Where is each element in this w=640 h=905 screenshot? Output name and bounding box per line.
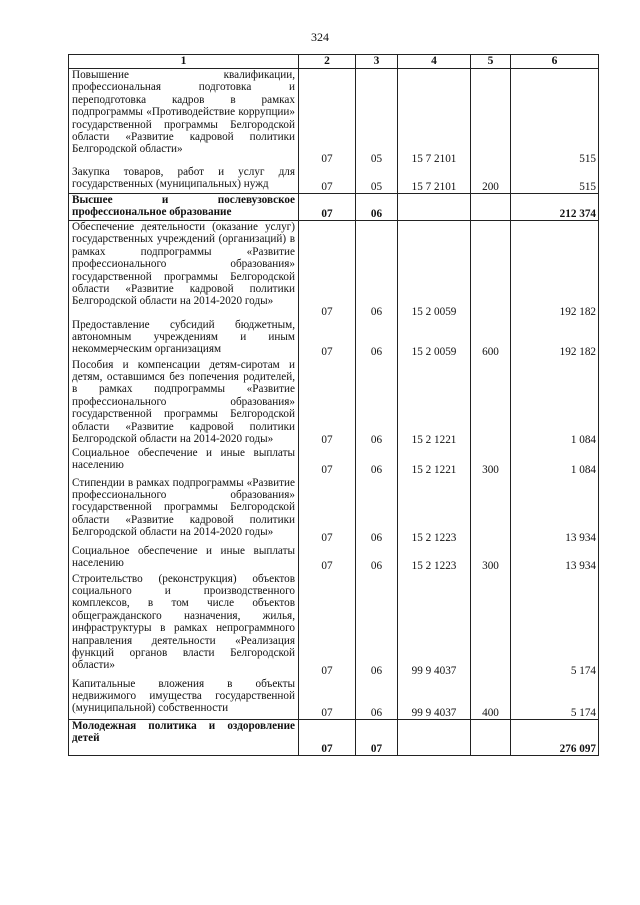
subsection-code: 06 [356,678,398,720]
amount: 1 084 [511,359,599,447]
table-row [69,166,599,194]
expense-type-code [471,221,511,319]
column-header: 6 [511,55,599,69]
target-article-code: 15 7 2101 [398,166,471,194]
subsection-code: 06 [356,573,398,678]
subsection-code: 05 [356,166,398,194]
target-article-code [398,194,471,221]
expense-type-code [471,359,511,447]
column-header: 3 [356,55,398,69]
table-row [69,359,599,447]
expense-type-code: 200 [471,166,511,194]
subsection-code: 06 [356,359,398,447]
row-name: Высшее и послевузовское профессиональное образование [69,194,299,221]
row-name: Пособия и компенсации детям-сиротам и детям, оставшимся без попечения родителей, в рамках подпрограммы «Развитие профессионального образования» государственной программы Белгородской области «Развитие кадровой политики Белгородской области на 2014-2020 годы» [69,359,299,447]
expense-type-code: 600 [471,319,511,359]
table-row [69,720,599,756]
row-name: Стипендии в рамках подпрограммы «Развитие профессионального образования» государственной программы Белгородской области «Развитие кадровой политики Белгородской области на 2014-2020 годы» [69,477,299,545]
row-name: Социальное обеспечение и иные выплаты населению [69,447,299,477]
section-code: 07 [299,678,356,720]
expense-type-code [471,720,511,756]
table-row [69,545,599,573]
expense-type-code [471,573,511,678]
subsection-code: 06 [356,477,398,545]
row-name: Повышение квалификации, профессиональная подготовка и переподготовка кадров в рамках подпрограммы «Противодействие коррупции» государственной программы Белгородской области «Развитие кадровой политики Белгородской области» [69,69,299,166]
budget-table [68,54,599,756]
section-code: 07 [299,166,356,194]
target-article-code: 15 2 1221 [398,447,471,477]
amount: 1 084 [511,447,599,477]
table-row [69,573,599,678]
table-row [69,221,599,319]
expense-type-code [471,477,511,545]
amount: 5 174 [511,678,599,720]
table-row [69,194,599,221]
row-name: Капитальные вложения в объекты недвижимого имущества государственной (муниципальной) собственности [69,678,299,720]
table-row [69,477,599,545]
section-code: 07 [299,477,356,545]
column-header: 2 [299,55,356,69]
amount: 5 174 [511,573,599,678]
expense-type-code [471,69,511,166]
column-header: 4 [398,55,471,69]
expense-type-code [471,194,511,221]
amount: 515 [511,166,599,194]
column-header: 5 [471,55,511,69]
target-article-code: 99 9 4037 [398,678,471,720]
section-code: 07 [299,221,356,319]
amount: 276 097 [511,720,599,756]
table-row [69,678,599,720]
amount: 13 934 [511,477,599,545]
subsection-code: 05 [356,69,398,166]
page-number: 324 [311,30,329,44]
target-article-code: 15 2 1223 [398,545,471,573]
target-article-code: 99 9 4037 [398,573,471,678]
target-article-code: 15 2 0059 [398,221,471,319]
target-article-code: 15 2 1223 [398,477,471,545]
row-name: Закупка товаров, работ и услуг для государственных (муниципальных) нужд [69,166,299,194]
section-code: 07 [299,545,356,573]
amount: 515 [511,69,599,166]
target-article-code [398,720,471,756]
table-row [69,319,599,359]
section-code: 07 [299,573,356,678]
target-article-code: 15 7 2101 [398,69,471,166]
subsection-code: 07 [356,720,398,756]
subsection-code: 06 [356,545,398,573]
table-header-row [69,55,599,69]
section-code: 07 [299,447,356,477]
amount: 192 182 [511,221,599,319]
subsection-code: 06 [356,221,398,319]
row-name: Молодежная политика и оздоровление детей [69,720,299,756]
expense-type-code: 400 [471,678,511,720]
table-row [69,69,599,166]
section-code: 07 [299,359,356,447]
row-name: Социальное обеспечение и иные выплаты населению [69,545,299,573]
expense-type-code: 300 [471,447,511,477]
target-article-code: 15 2 0059 [398,319,471,359]
expense-type-code: 300 [471,545,511,573]
section-code: 07 [299,319,356,359]
row-name: Обеспечение деятельности (оказание услуг) государственных учреждений (организаций) в рамках подпрограммы «Развитие профессионального образования» государственной программы Белгородской области «Развитие кадровой политики Белгородской области на 2014-2020 годы» [69,221,299,319]
subsection-code: 06 [356,319,398,359]
subsection-code: 06 [356,447,398,477]
section-code: 07 [299,720,356,756]
section-code: 07 [299,69,356,166]
amount: 13 934 [511,545,599,573]
target-article-code: 15 2 1221 [398,359,471,447]
amount: 212 374 [511,194,599,221]
amount: 192 182 [511,319,599,359]
subsection-code: 06 [356,194,398,221]
section-code: 07 [299,194,356,221]
column-header: 1 [69,55,299,69]
row-name: Строительство (реконструкция) объектов социального и производственного комплексов, в том числе объектов общегражданского назначения, жилья, инфраструктуры в рамках непрограммного направления деятельности «Реализация функций органов власти Белгородской области» [69,573,299,678]
row-name: Предоставление субсидий бюджетным, автономным учреждениям и иным некоммерческим организациям [69,319,299,359]
table-row [69,447,599,477]
